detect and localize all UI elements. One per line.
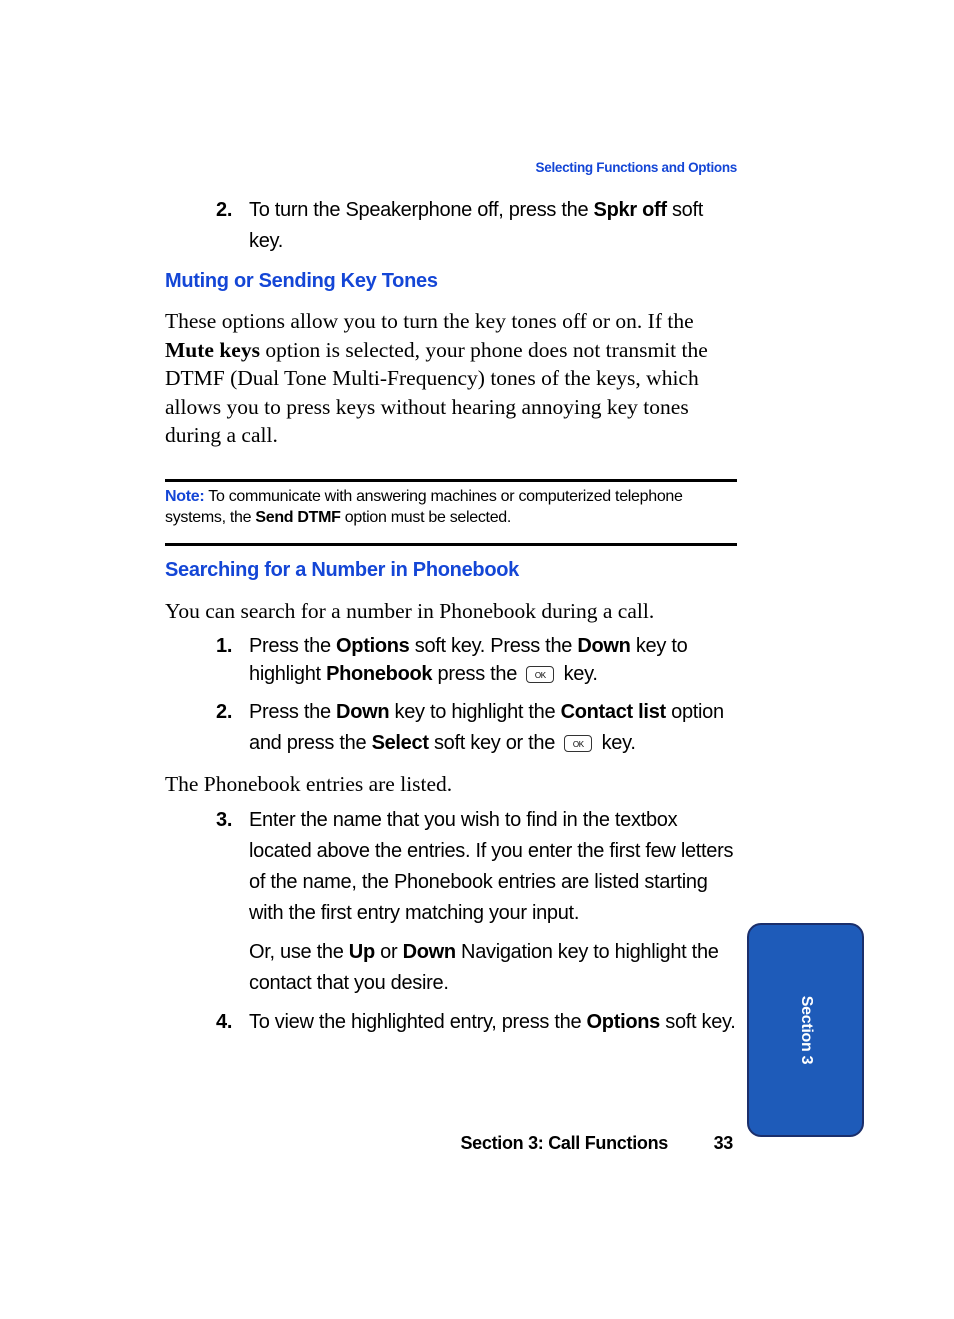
section-heading-searching: Searching for a Number in Phonebook bbox=[165, 559, 519, 581]
step-1: 1. Press the Options soft key. Press the Down key to highlight Phonebook press the OK key. bbox=[216, 632, 736, 688]
step-number: 2. bbox=[216, 199, 233, 221]
step-3 bbox=[216, 805, 736, 929]
step-text: soft key. bbox=[249, 199, 704, 252]
step-2: 2. Press the Down key to highlight the Contact list option and press the Select soft key or the OK key. bbox=[216, 697, 736, 759]
note-top-rule bbox=[165, 479, 737, 482]
step-3-alternative: Or, use the Up or Down Navigation key to highlight the contact that you desire. bbox=[249, 941, 719, 994]
search-intro: You can search for a number in Phonebook during a call. bbox=[165, 599, 655, 623]
step-text: Enter the name that you wish to find in the textbox located above the entries. If you enter the first few letters of the name, the Phonebook entries are listed starting with the first entry matching your input. bbox=[249, 809, 734, 924]
muting-paragraph: These options allow you to turn the key tones off or on. If the Mute keys option is selected, your phone does not transmit the DTMF (Dual Tone Multi-Frequency) tones of the keys, which allows you to press keys without hearing annoying key tones during a call. bbox=[165, 309, 708, 447]
section-heading-muting: Muting or Sending Key Tones bbox=[165, 270, 438, 292]
ok-key-icon: OK bbox=[526, 666, 554, 683]
note-box: Note: To communicate with answering machines or computerized telephone systems, the Send DTMF option must be selected. bbox=[165, 488, 683, 526]
soft-key-name: Spkr off bbox=[593, 199, 667, 221]
note-bottom-rule bbox=[165, 543, 737, 546]
step-number: 4. bbox=[216, 1011, 233, 1033]
step-number: 1. bbox=[216, 635, 233, 657]
page-number: 33 bbox=[713, 1133, 733, 1153]
step-text: To turn the Speakerphone off, press the bbox=[249, 199, 594, 221]
step-number: 2. bbox=[216, 701, 233, 723]
section-tab-label: Section 3 bbox=[797, 995, 815, 1065]
step-4: 4. To view the highlighted entry, press the Options soft key. bbox=[216, 1007, 736, 1038]
step-number: 3. bbox=[216, 809, 233, 831]
entries-listed-text: The Phonebook entries are listed. bbox=[165, 772, 453, 796]
step-speakerphone-off bbox=[216, 195, 736, 257]
ok-key-icon: OK bbox=[564, 735, 592, 752]
section-side-tab bbox=[747, 923, 864, 1137]
note-label: Note: bbox=[165, 488, 205, 505]
footer-title: Section 3: Call Functions bbox=[460, 1133, 668, 1153]
running-head: Selecting Functions and Options bbox=[535, 160, 737, 175]
